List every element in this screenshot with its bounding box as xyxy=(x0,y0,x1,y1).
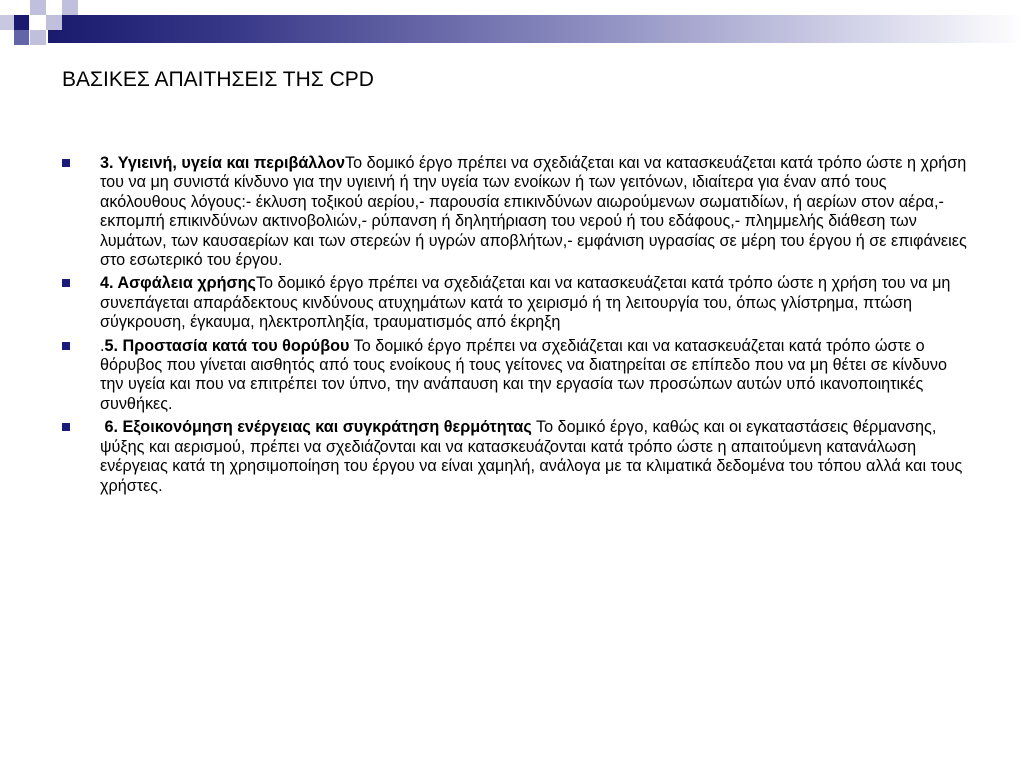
header-gradient-bar xyxy=(48,15,1024,43)
bullet-heading: 5. Προστασία κατά του θορύβου xyxy=(104,336,350,355)
bullet-heading: 6. Εξοικονόμηση ενέργειας και συγκράτηση θερμότητας xyxy=(104,418,532,437)
bullet-square-icon xyxy=(62,423,70,431)
bullet-square-icon xyxy=(62,159,70,167)
bullet-text: Το δομικό έργο πρέπει να σχεδιάζεται και να κατασκευάζεται κατά τρόπο ώστε η χρήση του να μη συνιστά κίνδυνο για την υγιεινή ή την υγεία των ενοίκων ή των γειτόνων, ιδιαίτερα για έναν από τους ακόλουθους λόγους:- έκλυση τοξικού αερίου,- παρουσία επικινδύνων αιωρούμενων σωματιδίων, ή αερίων στον αέρα,- εκπομπή επικινδύνων ακτινοβολιών,- ρύπανση ή δηλητήριαση του νερού ή του εδάφους,- πλημμελής διάθεση των λυμάτων, των καυσαερίων και των στερεών ή υγρών αποβλήτων,- εμφάνιση υγρασίας σε μέρη του έργου ή σε επιφάνειες στο εσωτερικό του έργου. xyxy=(100,154,967,270)
bullet-item-energy xyxy=(62,418,972,496)
header-square-light xyxy=(62,0,78,15)
slide-title: ΒΑΣΙΚΕΣ ΑΠΑΙΤΗΣΕΙΣ ΤΗΣ CPD xyxy=(62,68,374,91)
bullet-heading: 3. Υγιεινή, υγεία και περιβάλλον xyxy=(100,154,346,172)
header-square-light xyxy=(0,15,14,30)
bullet-item-hygiene xyxy=(62,154,972,270)
bullet-heading: 4. Ασφάλεια χρήσης xyxy=(100,274,256,293)
header-square-light xyxy=(30,0,46,15)
bullet-item-safety xyxy=(62,274,972,332)
bullet-square-icon xyxy=(62,279,70,287)
header-square-light xyxy=(46,15,62,30)
bullet-text: Το δομικό έργο πρέπει να σχεδιάζεται και να κατασκευάζεται κατά τρόπο ώστε η χρήση του να μη συνεπάγεται απαράδεκτους κινδύνους ατυχημάτων κατά το χειρισμό ή τη λειτουργία του, όπως γλίστρημα, πτώση σύγκρουση, έγκαυμα, ηλεκτροπληξία, τραυματισμός από έκρηξη xyxy=(100,274,951,332)
header-square-dark xyxy=(14,15,29,30)
bullet-text: Το δομικό έργο πρέπει να σχεδιάζεται και να κατασκευάζεται κατά τρόπο ώστε ο θόρυβος που γίνεται αισθητός από τους ενοίκους ή τους γείτονες να διατηρείται σε επίπεδο που να μη θέτει σε κίνδυνο την υγεία και που να επιτρέπει τον ύπνο, την ανάπαυση και την εργασία των προσώπων αυτών υπό ικανοποιητικές συνθήκες. xyxy=(100,336,948,413)
bullet-list xyxy=(62,154,972,500)
bullet-square-icon xyxy=(62,342,70,350)
bullet-text: Το δομικό έργο, καθώς και οι εγκαταστάσεις θέρμανσης, ψύξης και αερισμού, πρέπει να σχεδιάζονται και να κατασκευάζονται κατά τρόπο ώστε η απαιτούμενη κατανάλωση ενέργειας κατά τη χρησιμοποίηση του έργου να είναι χαμηλή, ανάλογα με τα κλιματικά δεδομένα του τόπου αλλά και τους χρήστες. xyxy=(100,418,963,495)
header-square-light xyxy=(30,30,46,45)
bullet-item-noise: .5. Προστασία κατά του θορύβου Το δομικό έργο πρέπει να σχεδιάζεται και να κατασκευάζεται κατά τρόπο ώστε ο θόρυβος που γίνεται αισθητός από τους ενοίκους ή τους γείτονες να διατηρείται σε επίπεδο που να μη θέτει σε κίνδυνο την υγεία και που να επιτρέπει τον ύπνο, την ανάπαυση και την εργασία των προσώπων αυτών υπό ικανοποιητικές συνθήκες. xyxy=(62,337,972,415)
header-square-mid xyxy=(14,30,29,45)
